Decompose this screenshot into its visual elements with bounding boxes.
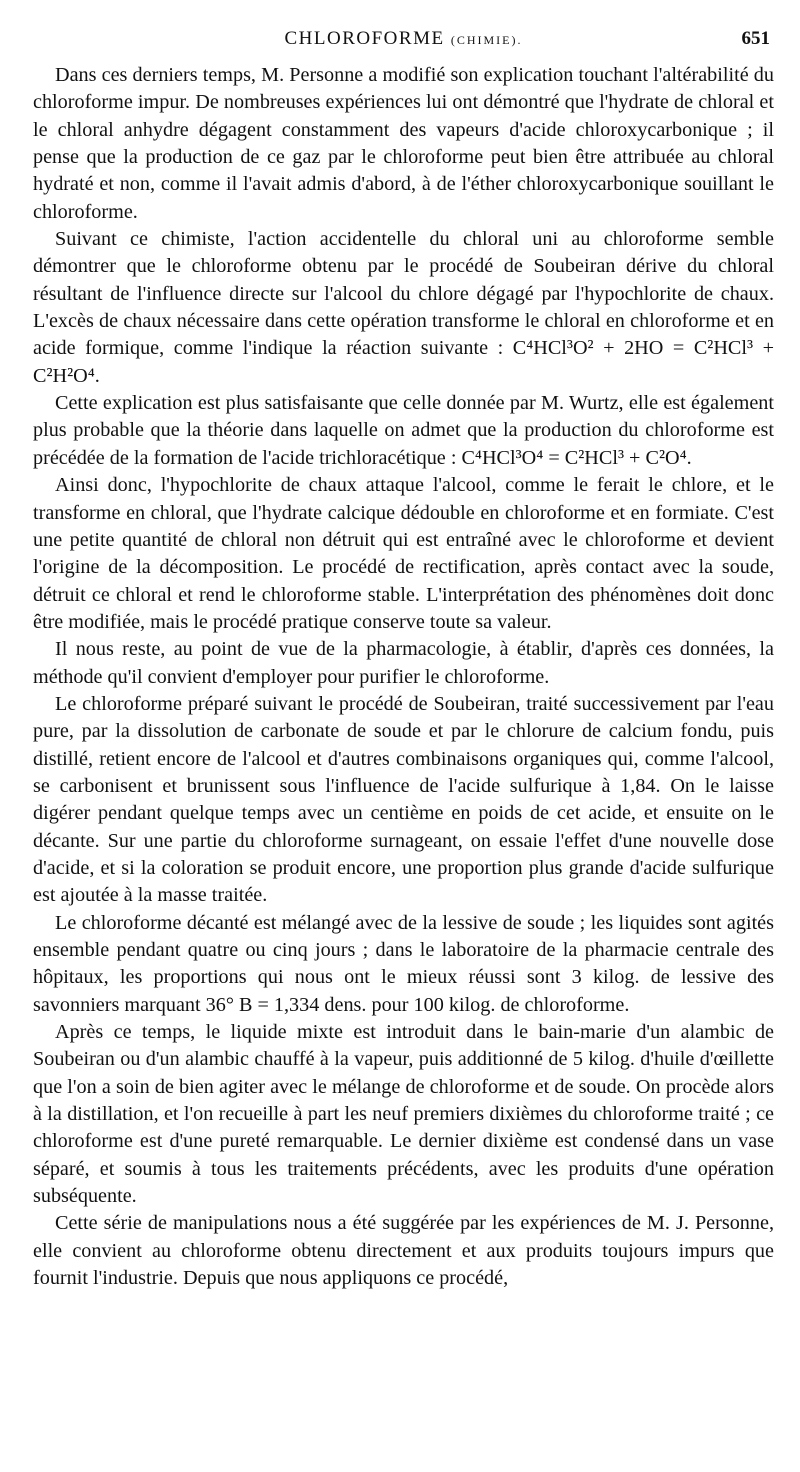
paragraph: Ainsi donc, l'hypochlorite de chaux attaque l'alcool, comme le ferait le chlore, et le transforme en chloral, que l'hydrate calcique dédouble en chloroforme et en formiate. C'est une petite quantité de chloral non détruit qui est entraîné avec le chloroforme et devient l'origine de la décomposition. Le procédé de rectification, après contact avec la soude, détruit ce chloral et rend le chloroforme stable. L'interprétation des phénomènes doit donc être modifiée, mais le procédé pratique conserve toute sa valeur. [33,474,774,633]
running-title: CHLOROFORME [284,28,445,49]
running-subtitle: (CHIMIE). [450,33,523,47]
page-number: 651 [741,28,770,49]
paragraph: Suivant ce chimiste, l'action accidentelle du chloral uni au chloroforme semble démontrer que le chloroforme obtenu par le procédé de Soubeiran dérive du chloral résultant de l'influence directe sur l'alcool du chlore dégagé par l'hypochlorite de chaux. L'excès de chaux nécessaire dans cette opération transforme le chloral en chloroforme et en acide formique, comme l'indique la réaction suivante : C⁴HCl³O² + 2HO = C²HCl³ + C²H²O⁴. [33,228,774,387]
paragraph: Il nous reste, au point de vue de la pharmacologie, à établir, d'après ces données, la méthode qu'il convient d'employer pour purifier le chloroforme. [33,638,774,688]
body-text [33,62,774,1292]
running-title-line [33,28,774,50]
paragraph: Le chloroforme décanté est mélangé avec de la lessive de soude ; les liquides sont agités ensemble pendant quatre ou cinq jours ; dans le laboratoire de la pharmacie centrale des hôpitaux, les proportions qui nous ont le mieux réussi sont 3 kilog. de lessive des savonniers marquant 36° B = 1,334 dens. pour 100 kilog. de chloroforme. [33,911,774,1016]
paragraph: Après ce temps, le liquide mixte est introduit dans le bain-marie d'un alambic de Soubeiran ou d'un alambic chauffé à la vapeur, puis additionné de 5 kilog. d'huile d'œillette que l'on a soin de bien agiter avec le mélange de chloroforme et de soude. On procède alors à la distillation, et l'on recueille à part les neuf premiers dixièmes du chloroforme traité ; ce chloroforme est d'une pureté remarquable. Le dernier dixième est condensé dans un vase séparé, et soumis à tous les traitements précédents, avec les produits d'une opération subséquente. [33,1021,774,1208]
paragraph: Le chloroforme préparé suivant le procédé de Soubeiran, traité successivement par l'eau pure, par la dissolution de carbonate de soude et par le chlorure de calcium fondu, puis distillé, retient encore de l'alcool et d'autres combinaisons organiques qui, comme l'alcool, se carbonisent et brunissent sous l'influence de l'acide sulfurique à 1,84. On le laisse digérer pendant quelque temps avec un centième en poids de cet acide, et ensuite on le décante. Sur une partie du chloroforme surnageant, on essaie l'effet d'une nouvelle dose d'acide, et si la coloration se produit encore, une proportion plus grande d'acide sulfurique est ajoutée à la masse traitée. [33,692,774,907]
paragraph: Cette explication est plus satisfaisante que celle donnée par M. Wurtz, elle est également plus probable que la théorie dans laquelle on admet que la production du chloroforme est précédée de la formation de l'acide trichloracétique : C⁴HCl³O⁴ = C²HCl³ + C²O⁴. [33,392,774,469]
paragraph: Dans ces derniers temps, M. Personne a modifié son explication touchant l'altérabilité du chloroforme impur. De nombreuses expériences lui ont démontré que l'hydrate de chloral et le chloral anhydre dégagent constamment des vapeurs d'acide chloroxycarbonique ; il pense que la production de ce gaz par le chloroforme peut bien être attribuée au chloral hydraté et non, comme il l'avait admis d'abord, à de l'éther chloroxycarbonique souillant le chloroforme. [33,64,774,223]
running-header [33,24,774,54]
paragraph: Cette série de manipulations nous a été suggérée par les expériences de M. J. Personne, elle convient au chloroforme obtenu directement et aux produits toujours impurs que fournit l'industrie. Depuis que nous appliquons ce procédé, [33,1212,774,1290]
